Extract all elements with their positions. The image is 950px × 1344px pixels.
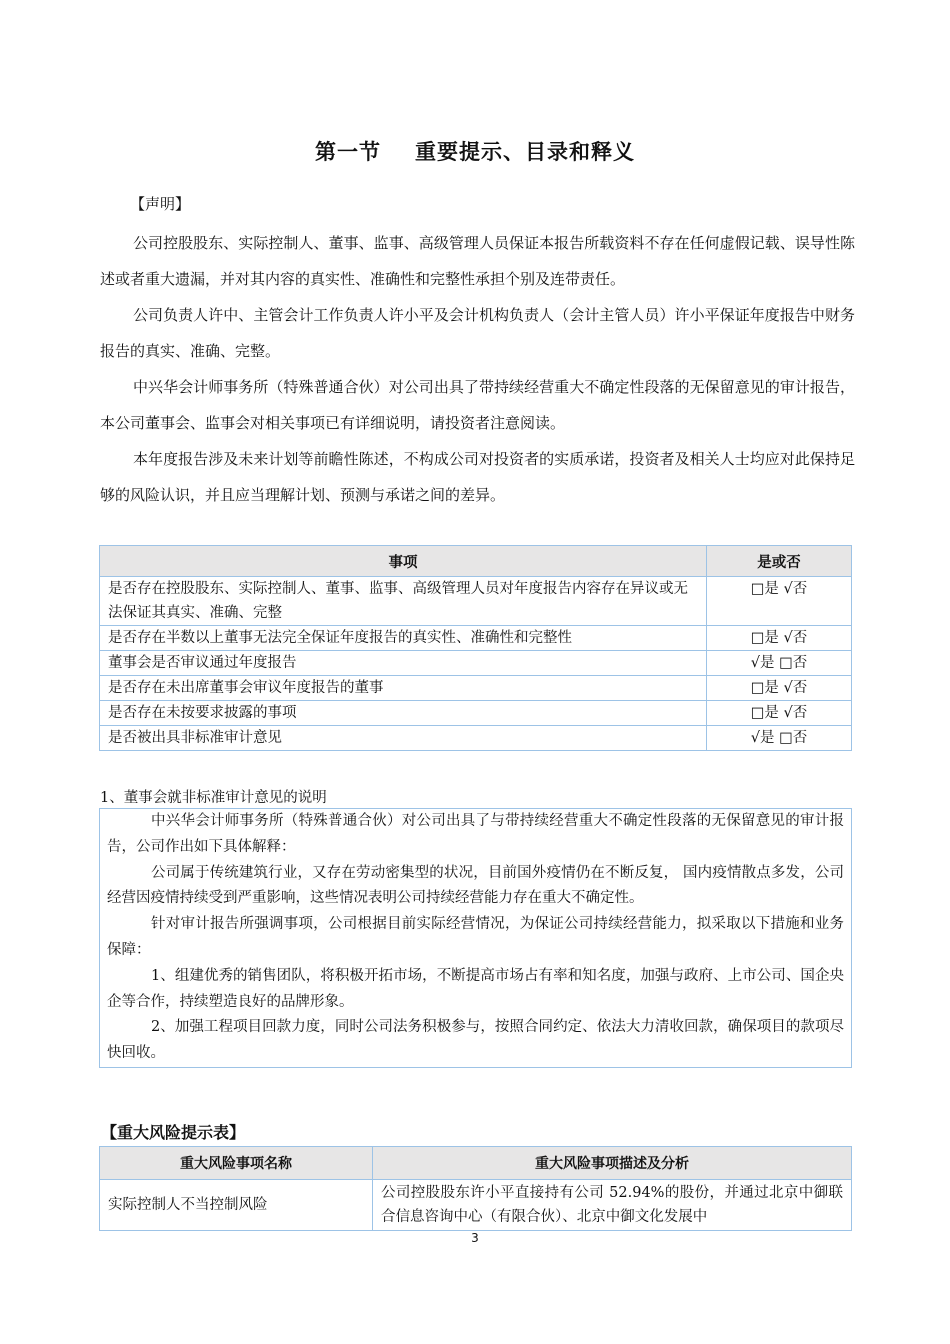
page-number: 3 (471, 1231, 479, 1245)
declaration-paragraph-2: 公司负责人许中、主管会计工作负责人许小平及会计机构负责人（会计主管人员）许小平保证年度报告中财务报告的真实、准确、完整。 (100, 306, 855, 360)
risk-header-name: 重大风险事项名称 (100, 1147, 373, 1180)
header-item: 事项 (100, 546, 707, 577)
section-number: 第一节 (315, 140, 381, 164)
table-row (100, 626, 852, 651)
matter-item: 是否被出具非标准审计意见 (100, 726, 707, 751)
matter-answer: □是 √否 (707, 676, 852, 701)
explanation-paragraph: 1、组建优秀的销售团队，将积极开拓市场，不断提高市场占有率和知名度，加强与政府、上市公司、国企央企等合作，持续塑造良好的品牌形象。 (107, 967, 844, 1010)
explanation-box (99, 808, 852, 1068)
risk-name: 实际控制人不当控制风险 (100, 1180, 373, 1231)
risk-description: 公司控股股东许小平直接持有公司 52.94%的股份，并通过北京中御联合信息咨询中心（有限合伙）、北京中御文化发展中 (373, 1180, 852, 1231)
explanation-paragraph: 2、加强工程项目回款力度，同时公司法务积极参与，按照合同约定、依法大力清收回款，确保项目的款项尽快回收。 (107, 1019, 844, 1062)
matters-table (99, 545, 852, 751)
table-row (100, 701, 852, 726)
matter-item: 董事会是否审议通过年度报告 (100, 651, 707, 676)
declaration-paragraph-1: 公司控股股东、实际控制人、董事、监事、高级管理人员保证本报告所载资料不存在任何虚假记载、误导性陈述或者重大遗漏，并对其内容的真实性、准确性和完整性承担个别及连带责任。 (100, 234, 855, 288)
risk-table-header (100, 1147, 852, 1180)
table-row (100, 577, 852, 626)
section-name: 重要提示、目录和释义 (415, 140, 635, 164)
matter-item: 是否存在未按要求披露的事项 (100, 701, 707, 726)
declaration-label: 【声明】 (130, 195, 191, 213)
table-row (100, 1180, 852, 1231)
matter-answer: □是 √否 (707, 701, 852, 726)
matter-item: 是否存在未出席董事会审议年度报告的董事 (100, 676, 707, 701)
risk-table (99, 1146, 852, 1231)
explanation-paragraph: 针对审计报告所强调事项，公司根据目前实际经营情况，为保证公司持续经营能力，拟采取以下措施和业务保障： (107, 916, 844, 958)
matter-item: 是否存在半数以上董事无法完全保证年度报告的真实性、准确性和完整性 (100, 626, 707, 651)
matters-table-header (100, 546, 852, 577)
explanation-heading: 1、董事会就非标准审计意见的说明 (100, 790, 327, 806)
section-title (0, 136, 950, 166)
matter-answer: □是 √否 (707, 577, 852, 626)
matter-answer: √是 □否 (707, 651, 852, 676)
header-answer: 是或否 (707, 546, 852, 577)
explanation-paragraph: 中兴华会计师事务所（特殊普通合伙）对公司出具了与带持续经营重大不确定性段落的无保留意见的审计报告，公司作出如下具体解释： (107, 813, 844, 855)
matter-answer: □是 √否 (707, 626, 852, 651)
explanation-paragraph: 公司属于传统建筑行业，又存在劳动密集型的状况，目前国外疫情仍在不断反复， 国内疫情散点多发，公司经营因疫情持续受到严重影响，这些情况表明公司持续经营能力存在重大不确定性。 (107, 864, 844, 907)
matter-answer: √是 □否 (707, 726, 852, 751)
table-row (100, 651, 852, 676)
risk-header-description: 重大风险事项描述及分析 (373, 1147, 852, 1180)
table-row (100, 726, 852, 751)
table-row (100, 676, 852, 701)
risk-table-title: 【重大风险提示表】 (101, 1123, 246, 1142)
declaration-paragraph-4: 本年度报告涉及未来计划等前瞻性陈述，不构成公司对投资者的实质承诺，投资者及相关人士均应对此保持足够的风险认识，并且应当理解计划、预测与承诺之间的差异。 (100, 450, 855, 504)
declaration-paragraph-3: 中兴华会计师事务所（特殊普通合伙）对公司出具了带持续经营重大不确定性段落的无保留意见的审计报告，本公司董事会、监事会对相关事项已有详细说明，请投资者注意阅读。 (100, 378, 855, 432)
matter-item: 是否存在控股股东、实际控制人、董事、监事、高级管理人员对年度报告内容存在异议或无法保证其真实、准确、完整 (100, 577, 707, 626)
